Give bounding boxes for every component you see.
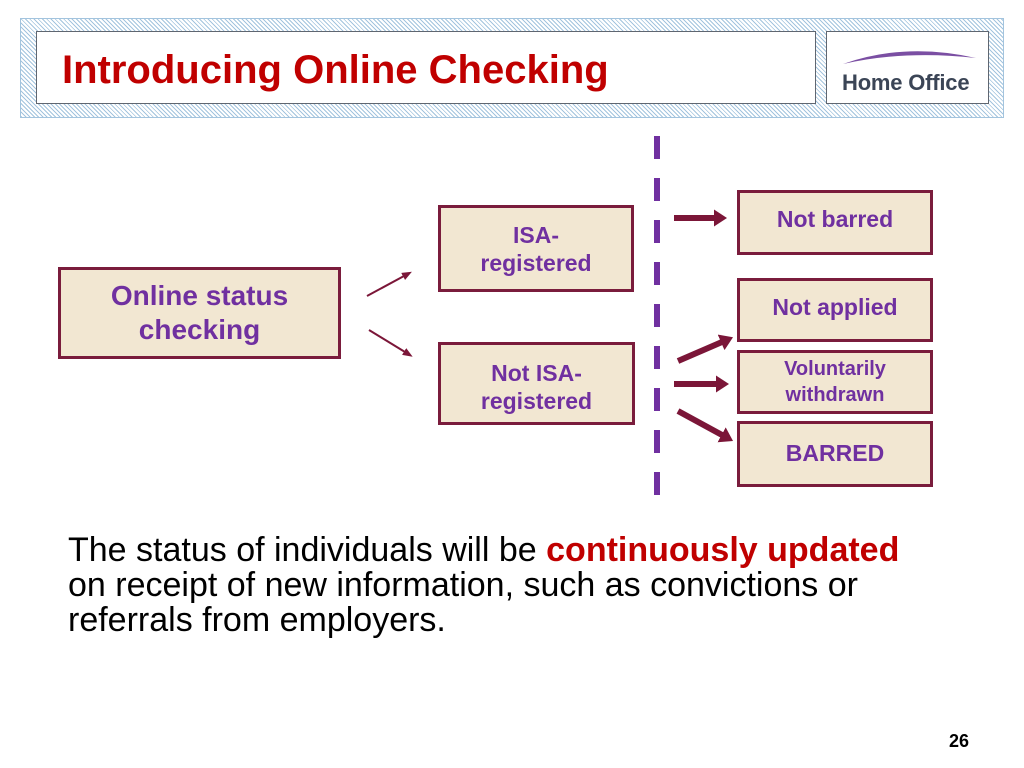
logo-swoosh xyxy=(843,51,976,64)
slide-title: Introducing Online Checking xyxy=(62,48,609,92)
body-line: referrals from employers. xyxy=(68,601,446,639)
node-label-line: Not applied xyxy=(772,294,898,320)
node-label-line: Voluntarily xyxy=(784,358,886,380)
node-isa-registered xyxy=(438,205,634,292)
node-online-status-checking xyxy=(58,267,341,359)
node-label-line: Not ISA- xyxy=(491,359,582,386)
node-label-line: Online status xyxy=(110,280,289,311)
node-label-line: BARRED xyxy=(785,440,885,466)
arrow-to-not-isa-registered xyxy=(369,330,405,352)
arrow-to-isa-registered xyxy=(367,276,404,296)
body-line xyxy=(68,533,899,568)
node-label-line: checking xyxy=(138,314,261,345)
node-not-barred xyxy=(737,190,933,255)
body-text-plain: The status of individuals will be xyxy=(68,531,537,569)
node-label-line: withdrawn xyxy=(785,384,885,406)
node-label-line: registered xyxy=(480,249,592,276)
node-voluntarily-withdrawn xyxy=(737,350,933,414)
body-line: on receipt of new information, such as convictions or xyxy=(68,566,858,604)
node-not-applied xyxy=(737,278,933,342)
logo-text: Home Office xyxy=(842,70,970,95)
node-label-line: Not barred xyxy=(776,206,894,232)
arrow-to-not-applied xyxy=(678,342,722,361)
body-text-highlight: continuously updated xyxy=(546,531,900,569)
node-barred xyxy=(737,421,933,487)
body-paragraph xyxy=(68,533,899,638)
node-label-line: registered xyxy=(480,387,593,414)
home-office-logo xyxy=(826,31,989,104)
node-label-line: ISA- xyxy=(513,221,559,248)
title-box xyxy=(36,31,816,104)
page-number: 26 xyxy=(949,731,970,751)
arrow-to-barred xyxy=(678,411,723,435)
node-not-isa-registered xyxy=(438,342,635,425)
